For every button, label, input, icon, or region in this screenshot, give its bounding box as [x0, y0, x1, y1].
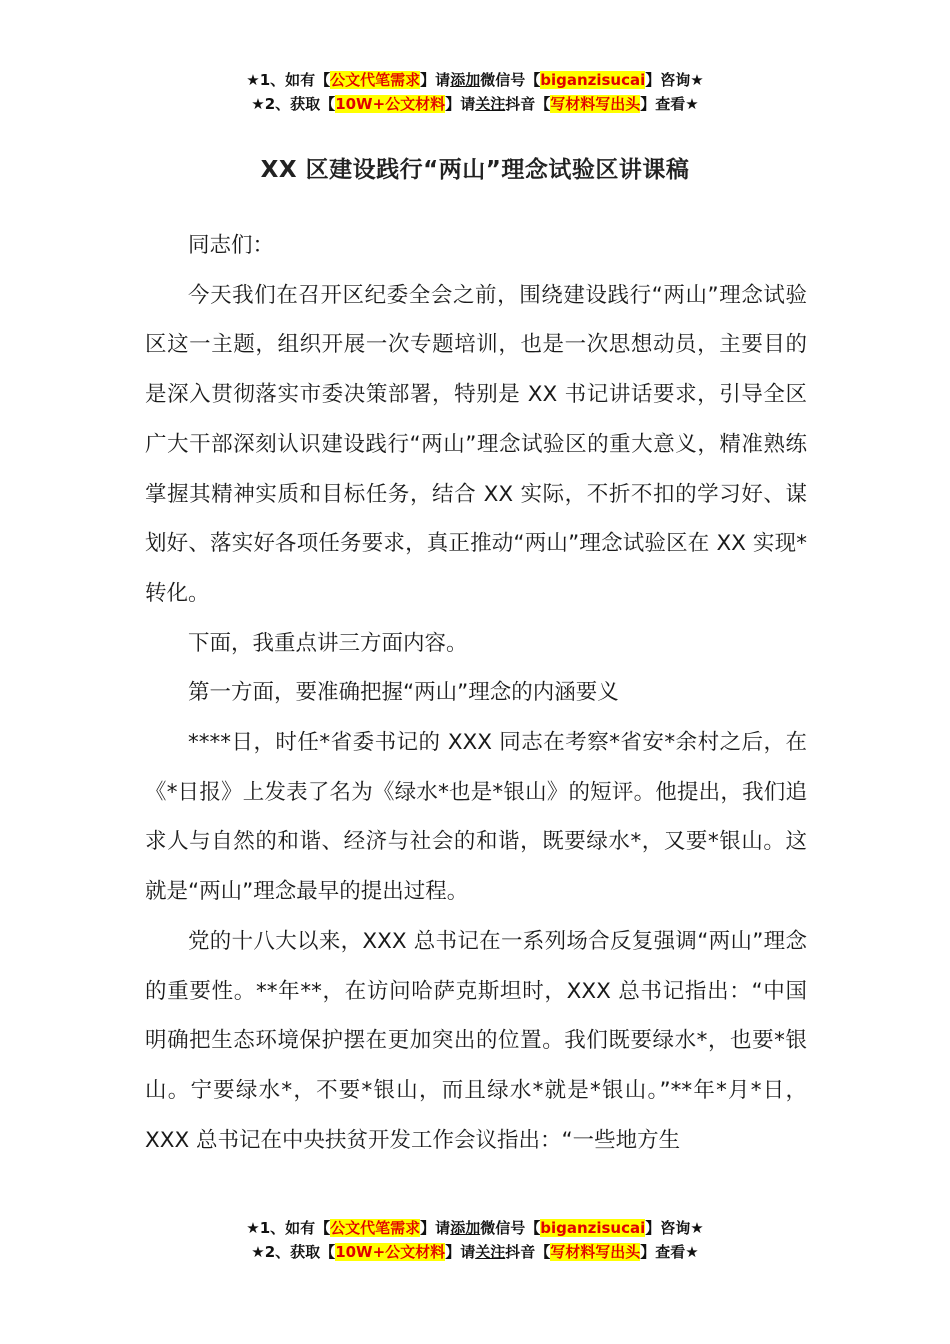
banner-text: ★2、获取【: [251, 95, 336, 113]
banner-text: 微信号【: [480, 71, 541, 89]
underlined-text: 关注: [475, 1243, 506, 1261]
highlight-wechat-id: biganzisucai: [540, 1219, 646, 1237]
banner-text: 】查看★: [640, 95, 699, 113]
banner-text: 】咨询★: [645, 71, 704, 89]
banner-text: 】请: [420, 71, 451, 89]
highlight-douyin-account: 写材料写出头: [550, 1243, 641, 1261]
banner-text: 微信号【: [480, 1219, 541, 1237]
header-banner: [0, 68, 950, 116]
banner-text: 】请: [445, 1243, 476, 1261]
highlight-service: 公文代笔需求: [330, 71, 421, 89]
banner-text: 】请: [445, 95, 476, 113]
banner-line-2: [0, 92, 950, 116]
paragraph: 下面，我重点讲三方面内容。: [188, 630, 468, 656]
salutation: 同志们：: [188, 233, 275, 258]
highlight-materials: 10W+公文材料: [335, 1243, 446, 1261]
underlined-text: 关注: [475, 95, 506, 113]
section-heading: 第一方面，要准确把握“两山”理念的内涵要义: [188, 680, 619, 706]
paragraph: 今天我们在召开区纪委全会之前，围绕建设践行“两山”理念试验区这一主题，组织开展一次专题培训，也是一次思想动员，主要目的是深入贯彻落实市委决策部署，特别是 XX 书记讲话要求，引导全区广大干部深刻认识建设践行“两山”理念试验区的重大意义，精准熟练掌握其精神实质和目标任务，结合 XX 实际，不折不扣的学习好、谋划好、落实好各项任务要求，真正推动“两山”理念试验区在 XX 实现*转化。: [145, 282, 807, 606]
banner-line-2: [0, 1240, 950, 1264]
highlight-douyin-account: 写材料写出头: [550, 95, 641, 113]
document-body: [145, 221, 807, 1165]
paragraph: 党的十八大以来，XXX 总书记在一系列场合反复强调“两山”理念的重要性。**年**，在访问哈萨克斯坦时，XXX 总书记指出：“中国明确把生态环境保护摆在更加突出的位置。我们既要绿水*，也要*银山。宁要绿水*，不要*银山，而且绿水*就是*银山。”**年*月*日，XXX 总书记在中央扶贫开发工作会议指出：“一些地方生: [145, 928, 807, 1153]
banner-text: 】请: [420, 1219, 451, 1237]
banner-line-1: [0, 1216, 950, 1240]
banner-text: 抖音【: [505, 1243, 551, 1261]
banner-text: ★1、如有【: [246, 1219, 331, 1237]
paragraph: ****日，时任*省委书记的 XXX 同志在考察*省安*余村之后，在《*日报》上发表了名为《绿水*也是*银山》的短评。他提出，我们追求人与自然的和谐、经济与社会的和谐，既要绿水*，又要*银山。这就是“两山”理念最早的提出过程。: [145, 730, 807, 905]
banner-text: ★2、获取【: [251, 1243, 336, 1261]
footer-banner: [0, 1216, 950, 1264]
banner-text: 抖音【: [505, 95, 551, 113]
highlight-service: 公文代笔需求: [330, 1219, 421, 1237]
highlight-materials: 10W+公文材料: [335, 95, 446, 113]
underlined-text: 添加: [450, 71, 481, 89]
highlight-wechat-id: biganzisucai: [540, 71, 646, 89]
banner-text: 】查看★: [640, 1243, 699, 1261]
banner-text: ★1、如有【: [246, 71, 331, 89]
underlined-text: 添加: [450, 1219, 481, 1237]
document-title: XX 区建设践行“两山”理念试验区讲课稿: [260, 157, 690, 183]
banner-text: 】咨询★: [645, 1219, 704, 1237]
banner-line-1: [0, 68, 950, 92]
